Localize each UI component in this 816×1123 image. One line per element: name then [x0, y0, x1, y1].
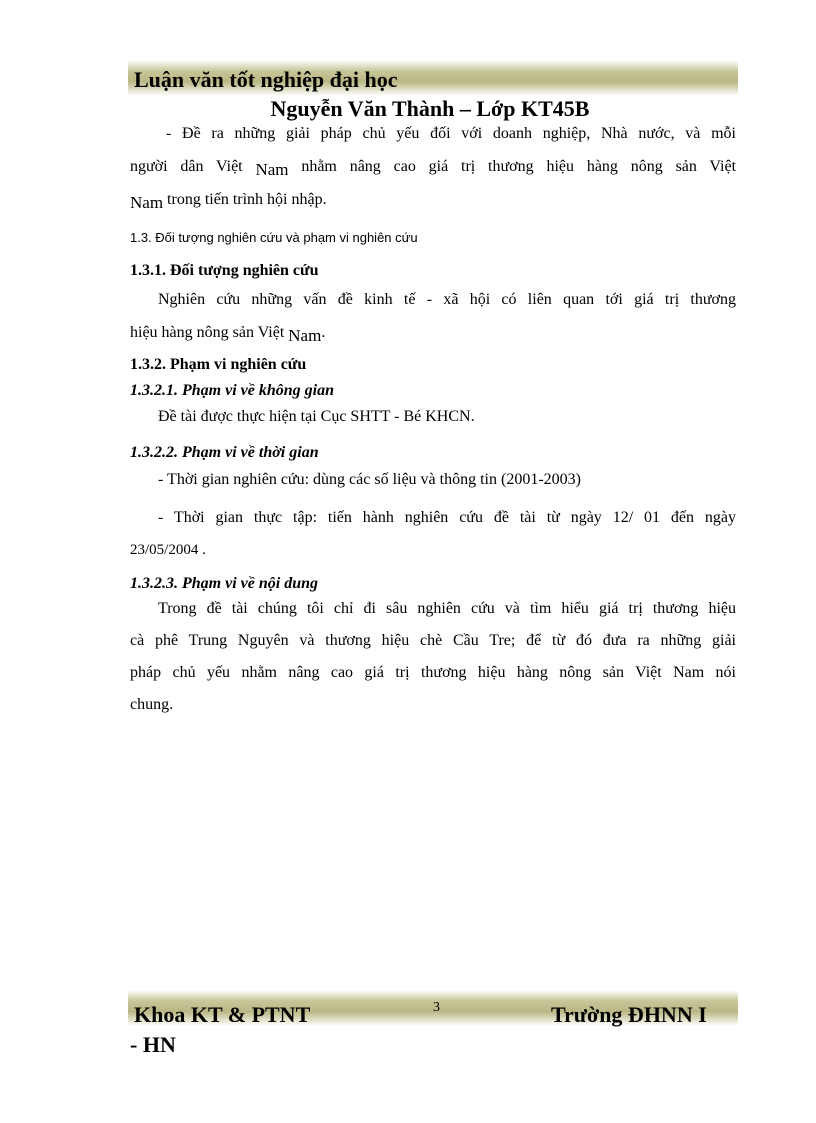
intro-line-3-sub: Nam — [130, 193, 164, 212]
section-1-3-1-line-2-sub: Nam — [288, 326, 322, 345]
section-1-3-2-1-text: Đề tài được thực hiện tại Cục SHTT - Bé KHCN. — [158, 408, 475, 425]
section-1-3-heading: 1.3. Đối tượng nghiên cứu và phạm vi nghiên cứu — [130, 230, 418, 245]
section-1-3-2-2-text-2: - Thời gian thực tập: tiến hành nghiên cứu đề tài từ ngày 12/ 01 đến ngày — [158, 509, 736, 526]
intro-line-3b: trong tiến trình hội nhập. — [167, 191, 327, 208]
footer-university: Trường ĐHNN I — [551, 1002, 707, 1027]
intro-paragraph — [130, 118, 736, 216]
section-1-3-2-3-line-2: cà phê Trung Nguyên và thương hiệu chè Cầu Tre; để từ đó đưa ra những giải — [130, 632, 736, 649]
intro-line-3 — [130, 183, 736, 216]
section-1-3-2-2-text-1: - Thời gian nghiên cứu: dùng các số liệu và thông tin (2001-2003) — [158, 471, 581, 488]
footer-continuation: - HN — [130, 1032, 176, 1057]
section-1-3-2-3-heading: 1.3.2.3. Phạm vi về nội dung — [130, 575, 319, 592]
section-1-3-1-heading: 1.3.1. Đối tượng nghiên cứu — [130, 262, 319, 279]
section-1-3-2-2-text-3: 23/05/2004 . — [130, 542, 206, 558]
section-1-3-2-3-line-1: Trong đề tài chúng tôi chỉ đi sâu nghiên cứu và tìm hiểu giá trị thương hiệu — [158, 600, 736, 617]
intro-line-1: - Đề ra những giải pháp chủ yếu đối với doanh nghiệp, Nhà nước, và mỗi — [166, 125, 736, 142]
section-1-3-2-3-line-4: chung. — [130, 696, 174, 713]
section-1-3-1-line-2b: . — [321, 324, 326, 341]
intro-line-2-sub: Nam — [255, 160, 289, 179]
page-number: 3 — [433, 1000, 440, 1015]
section-1-3-1-line-2a: hiệu hàng nông sản Việt — [130, 324, 285, 341]
section-1-3-2-3-line-3: pháp chủ yếu nhằm nâng cao giá trị thương hiệu hàng nông sản Việt Nam nói — [130, 664, 736, 681]
footer-faculty: Khoa KT & PTNT — [134, 1002, 311, 1027]
intro-line-2b: nhằm nâng cao giá trị thương hiệu hàng nông sản Việt — [301, 158, 737, 175]
header-title: Luận văn tốt nghiệp đại học — [134, 67, 398, 92]
intro-line-2 — [130, 150, 736, 183]
section-1-3-1-line-2 — [130, 316, 736, 349]
section-1-3-2-2-paragraph — [130, 502, 736, 566]
header-author: Nguyễn Văn Thành – Lớp KT45B — [270, 96, 590, 121]
section-1-3-1-paragraph — [130, 284, 736, 349]
section-1-3-2-heading: 1.3.2. Phạm vi nghiên cứu — [130, 356, 307, 373]
section-1-3-2-2-heading: 1.3.2.2. Phạm vi về thời gian — [130, 444, 319, 461]
section-1-3-2-1-heading: 1.3.2.1. Phạm vi về không gian — [130, 382, 335, 399]
section-1-3-1-line-1: Nghiên cứu những vấn đề kinh tế - xã hội có liên quan tới giá trị thương — [158, 291, 736, 308]
section-1-3-2-3-paragraph — [130, 593, 736, 721]
intro-line-2a: người dân Việt — [130, 158, 243, 175]
